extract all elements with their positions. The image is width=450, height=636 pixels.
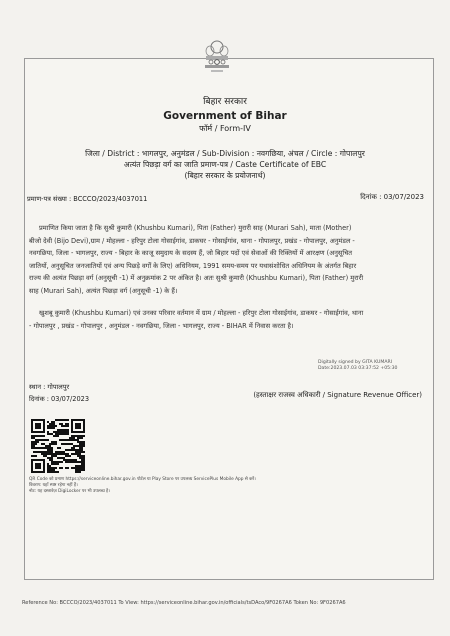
qr-note-3: नोट: यह दस्तावेज़ DigiLocker पर भी उपलब्ध है।: [29, 489, 110, 494]
qr-note-2: विवरण: यहाँ स्पष्ट रहेगा नहीं हैं।: [29, 483, 78, 488]
header-english: Government of Bihar: [163, 110, 287, 122]
residence-line: - गोपालपुर , प्रखंड - गोपालपुर , अनुमंडल - नवगछिया, जिला - भागलपुर, राज्य - BIHAR में निवास करता है।: [29, 321, 294, 330]
body-line: नवगछिया, जिला - भागलपुर, राज्य - बिहार के काजू समुदाय के सदस्य हैं, जो बिहार पदों एवं सेवाओं की रिक्तियों में आरक्षण (अनुसूचित: [29, 249, 353, 258]
place-date: दिनांक : 03/07/2023: [29, 395, 90, 403]
address-line: जिला / District : भागलपुर, अनुमंडल / Sub-Division : नवगछिया, अंचल / Circle : गोपालपुर: [85, 149, 365, 158]
header-hindi: बिहार सरकार: [203, 97, 247, 107]
digital-signature: [318, 360, 414, 378]
residence-line: खुशबू कुमारी (Khushbu Kumari) एवं उनका परिवार वर्तमान में ग्राम / मोहल्ला - हरिपुर टोला गोसाईगांव, डाकघर - गोसाईगांव, थाना: [39, 309, 364, 317]
qr-note-1: QR Code को प्रमाण https://serviceonline.bihar.gov.in पोर्टल या Play Store पर उपलब्ध ServicePlus Mobile App से करें।: [29, 477, 256, 482]
qr-code: [31, 419, 85, 473]
certificate-body: [29, 222, 424, 298]
body-line: बीजो देवी (Bijo Devi),ग्राम / मोहल्ला - हरिपुर टोला गोसाईगांव, डाकघर - गोसाईगांव, थाना - गोपालपुर, प्रखंड - गोपालपुर, अनुमंडल -: [29, 236, 355, 245]
digital-signature-line: Digitally signed by GITA KUMARI: [318, 360, 393, 365]
certificate-title: अत्यंत पिछड़ा वर्ग का जाति प्रमाण-पत्र / Caste Certificate of EBC: [123, 160, 327, 169]
body-line: साह (Murari Sah), अत्यंत पिछड़ा वर्ग (अनुसूची -1) के हैं।: [29, 286, 178, 295]
issue-date: दिनांक : 03/07/2023: [360, 193, 424, 201]
residence-statement: [29, 307, 424, 332]
footer-reference: Reference No: BCCCO/2023/4037011 To View: https://serviceonline.bihar.gov.in/officials/tsDAco/9F0267A6 Token No: 9F0267A6: [22, 600, 346, 606]
place: स्थान : गोपालपुर: [29, 383, 70, 391]
certificate-subtitle: (बिहार सरकार के प्रयोजनार्थ): [184, 171, 266, 180]
ashoka-emblem-icon: [200, 38, 234, 82]
body-line: प्रमाणित किया जाता है कि सुश्री कुमारी (Khushbu Kumari), पिता (Father) मुरारी साह (Murari Sah), माता (Mother): [39, 224, 352, 232]
body-line: जातियों, अनुसूचित जनजातियों एवं अन्य पिछड़े वर्गों के लिए) अधिनियम, 1991 समय-समय पर यथासंशोधित अधिनियम के अंतर्गत बिहार: [29, 261, 357, 270]
certificate-number: प्रमाण-पत्र संख्या : BCCCO/2023/4037011: [27, 195, 148, 203]
signatory-label: (हस्ताक्षर राजस्व अधिकारी / Signature Revenue Officer): [253, 391, 422, 399]
body-line: राज्य की अत्यंत पिछड़ा वर्ग (अनुसूची -1) में अनुक्रमांक 2 पर अंकित है। अतः सुश्री कुमारी (Khushbu Kumari), पिता (Father) मुरारी: [29, 274, 364, 283]
form-number: फॉर्म / Form-IV: [199, 124, 251, 133]
digital-signature-date: Date:2023.07.03 03:37:52 +05:30: [318, 366, 398, 371]
